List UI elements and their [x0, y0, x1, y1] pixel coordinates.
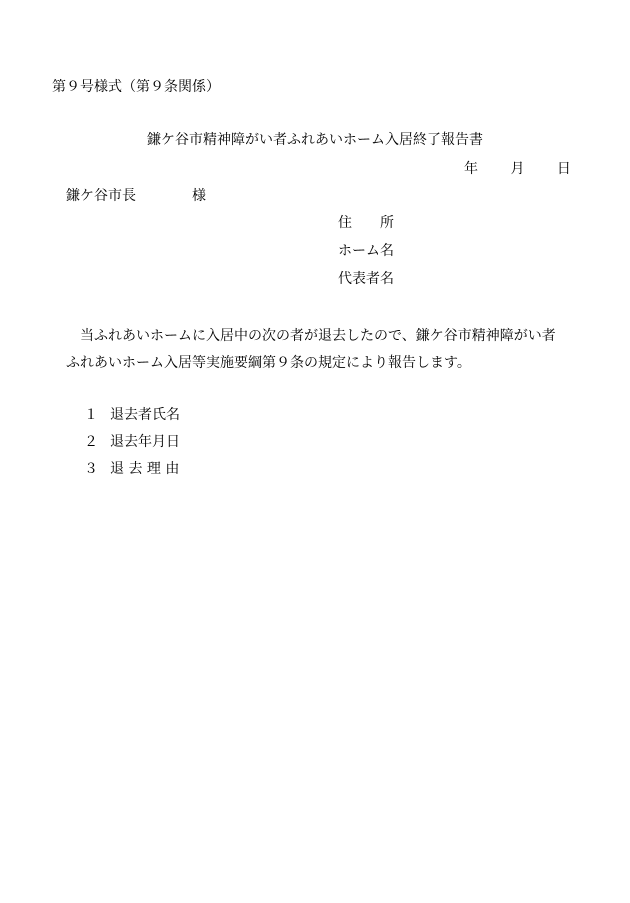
reporter-block [338, 216, 394, 300]
addressee [66, 189, 206, 203]
body-paragraph [66, 323, 576, 377]
home-name-row [338, 244, 394, 272]
date-day-label: 日 [556, 161, 571, 177]
item-label: 退 去 理 由 [110, 461, 180, 477]
item-number: ２ [84, 434, 98, 450]
date-year-label: 年 [464, 161, 478, 177]
addressee-honorific: 様 [192, 188, 206, 204]
item-number: １ [84, 407, 98, 423]
form-number: 第９号様式（第９条関係） [52, 79, 220, 95]
date-line [464, 162, 571, 176]
date-month-label: 月 [510, 161, 525, 177]
addressee-name: 鎌ケ谷市長 [66, 188, 136, 204]
address-row [338, 216, 394, 244]
representative-row [338, 272, 394, 300]
item-label: 退去年月日 [110, 434, 180, 450]
address-label-part2: 所 [380, 215, 394, 231]
home-name-label: ホーム名 [338, 243, 394, 259]
document-title: 鎌ケ谷市精神障がい者ふれあいホーム入居終了報告書 [147, 132, 483, 148]
item-list [84, 408, 180, 489]
list-item [84, 462, 180, 489]
item-label: 退去者氏名 [110, 407, 180, 423]
item-number: ３ [84, 461, 98, 477]
body-line-1: 当ふれあいホームに入居中の次の者が退去したので、鎌ケ谷市精神障がい者 [80, 328, 556, 344]
list-item [84, 408, 180, 435]
body-line-2: ふれあいホーム入居等実施要綱第９条の規定により報告します。 [66, 355, 471, 371]
address-label-part1: 住 [338, 215, 352, 231]
representative-label: 代表者名 [338, 271, 394, 287]
list-item [84, 435, 180, 462]
